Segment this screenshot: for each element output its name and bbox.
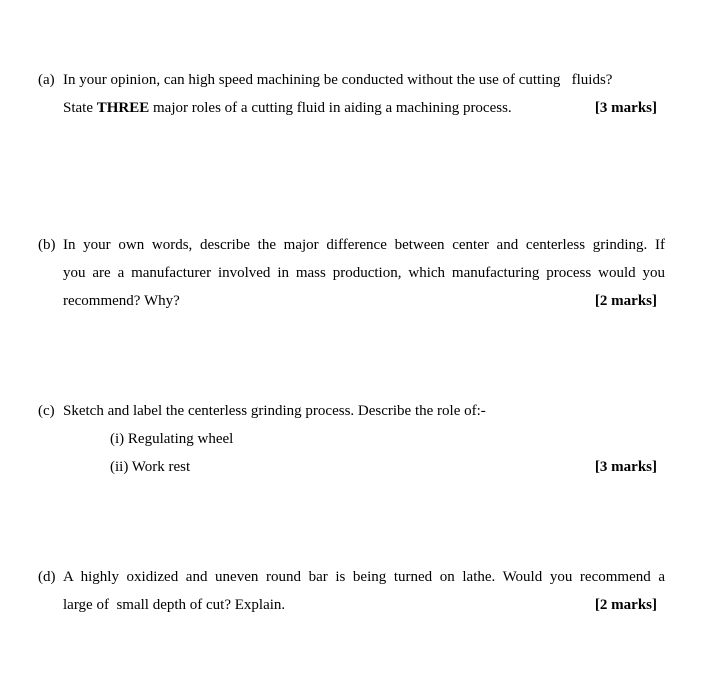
question-a-emphasis: THREE [96,100,150,116]
question-b-line-1: In your own words, describe the major difference between center and centerless grinding. If [63,237,665,253]
question-c-subitem-2: (ii) Work rest [110,459,191,475]
question-d-label: (d) [38,569,56,585]
question-d-line-2: large of small depth of cut? Explain. [63,597,286,613]
question-c-line-1: Sketch and label the centerless grinding process. Describe the role of:- [63,403,486,419]
question-a-line-1: In your opinion, can high speed machining be conducted without the use of cutting fluids? [63,72,613,88]
question-c-subitem-1: (i) Regulating wheel [110,431,234,447]
question-c-label: (c) [38,403,55,419]
question-b-line-2: you are a manufacturer involved in mass production, which manufacturing process would you [63,265,665,281]
question-a-marks: [3 marks] [594,100,657,116]
question-a-label: (a) [38,72,55,88]
question-b-line-3: recommend? Why? [63,293,180,309]
question-d-line-1: A highly oxidized and uneven round bar is being turned on lathe. Would you recommend a [63,569,665,585]
question-b-label: (b) [38,237,56,253]
question-b-marks: [2 marks] [594,293,657,309]
question-a-line-2-prefix: State [63,100,97,116]
question-d-marks: [2 marks] [594,597,657,613]
question-c-marks: [3 marks] [594,459,657,475]
question-a-line-2 [63,99,512,117]
question-a-line-2-rest: major roles of a cutting fluid in aiding a machining process. [153,100,512,116]
